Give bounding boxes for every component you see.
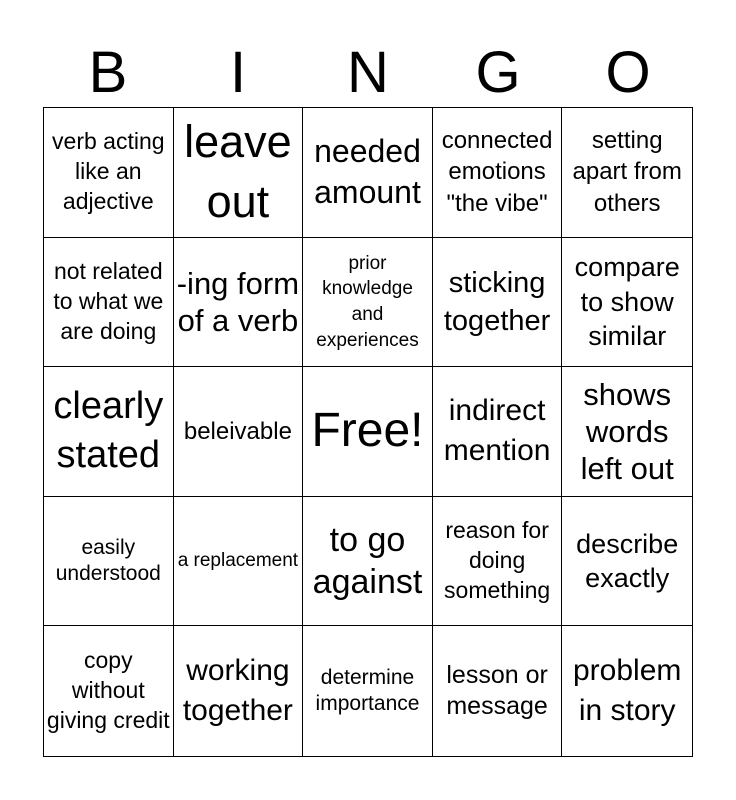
bingo-cell-text: problem in story: [573, 653, 682, 728]
bingo-cell-text: compare to show similar: [574, 252, 680, 352]
bingo-cell-text: to go against: [312, 520, 423, 602]
bingo-cell[interactable]: [44, 497, 174, 627]
bingo-cell[interactable]: [303, 497, 433, 627]
bingo-cell[interactable]: [433, 497, 563, 627]
bingo-cell[interactable]: [44, 238, 174, 368]
bingo-cell[interactable]: [433, 238, 563, 368]
bingo-cell-text: clearly stated: [53, 385, 164, 477]
bingo-cell-text: needed amount: [314, 132, 421, 211]
bingo-cell[interactable]: [562, 367, 692, 497]
bingo-header: [43, 38, 693, 108]
bingo-cell-text: verb acting like an adjective: [52, 128, 165, 215]
bingo-cell-text: indirect mention: [443, 393, 551, 468]
free-space-text: Free!: [311, 404, 424, 458]
bingo-cell[interactable]: [433, 108, 563, 238]
bingo-cell-text: describe exactly: [576, 528, 679, 594]
bingo-cell-text: beleivable: [183, 417, 292, 445]
bingo-cell[interactable]: [44, 108, 174, 238]
bingo-cell-text: shows words left out: [580, 376, 674, 487]
bingo-cell[interactable]: [562, 626, 692, 756]
header-letter-i: I: [229, 40, 247, 105]
bingo-cell[interactable]: [562, 497, 692, 627]
bingo-cell-text: leave out: [184, 115, 292, 228]
bingo-cell-text: working together: [182, 653, 293, 728]
bingo-cell[interactable]: [303, 108, 433, 238]
bingo-cell[interactable]: [44, 367, 174, 497]
bingo-cell-text: setting apart from others: [572, 126, 682, 218]
bingo-cell-text: -ing form of a verb: [176, 265, 300, 338]
bingo-cell-text: connected emotions "the vibe": [441, 126, 553, 218]
header-letter-n: N: [347, 40, 389, 105]
bingo-cell-text: determine importance: [315, 665, 420, 716]
bingo-cell[interactable]: [433, 367, 563, 497]
bingo-cell[interactable]: [174, 108, 304, 238]
bingo-cell[interactable]: [562, 238, 692, 368]
bingo-cell-text: prior knowledge and experiences: [316, 252, 419, 351]
bingo-cell-text: sticking together: [443, 266, 551, 337]
bingo-cell[interactable]: [174, 238, 304, 368]
bingo-cell-text: copy without giving credit: [46, 647, 170, 734]
bingo-cell[interactable]: [174, 497, 304, 627]
bingo-cell-text: easily understood: [55, 535, 161, 586]
bingo-cell-text: reason for doing something: [444, 517, 551, 604]
bingo-cell[interactable]: [303, 626, 433, 756]
bingo-cell[interactable]: [303, 238, 433, 368]
header-letter-b: B: [88, 40, 128, 105]
bingo-cell[interactable]: [44, 626, 174, 756]
bingo-cell[interactable]: [433, 626, 563, 756]
header-letter-o: O: [605, 40, 651, 105]
header-letter-g: G: [475, 40, 521, 105]
bingo-cell[interactable]: [174, 367, 304, 497]
bingo-cell-text: a replacement: [177, 550, 299, 572]
bingo-cell[interactable]: [562, 108, 692, 238]
bingo-cell-text: not related to what we are doing: [53, 258, 164, 344]
bingo-cell-text: lesson or message: [446, 660, 548, 721]
bingo-cell[interactable]: [174, 626, 304, 756]
bingo-card: [43, 107, 693, 757]
free-space[interactable]: [303, 367, 433, 497]
